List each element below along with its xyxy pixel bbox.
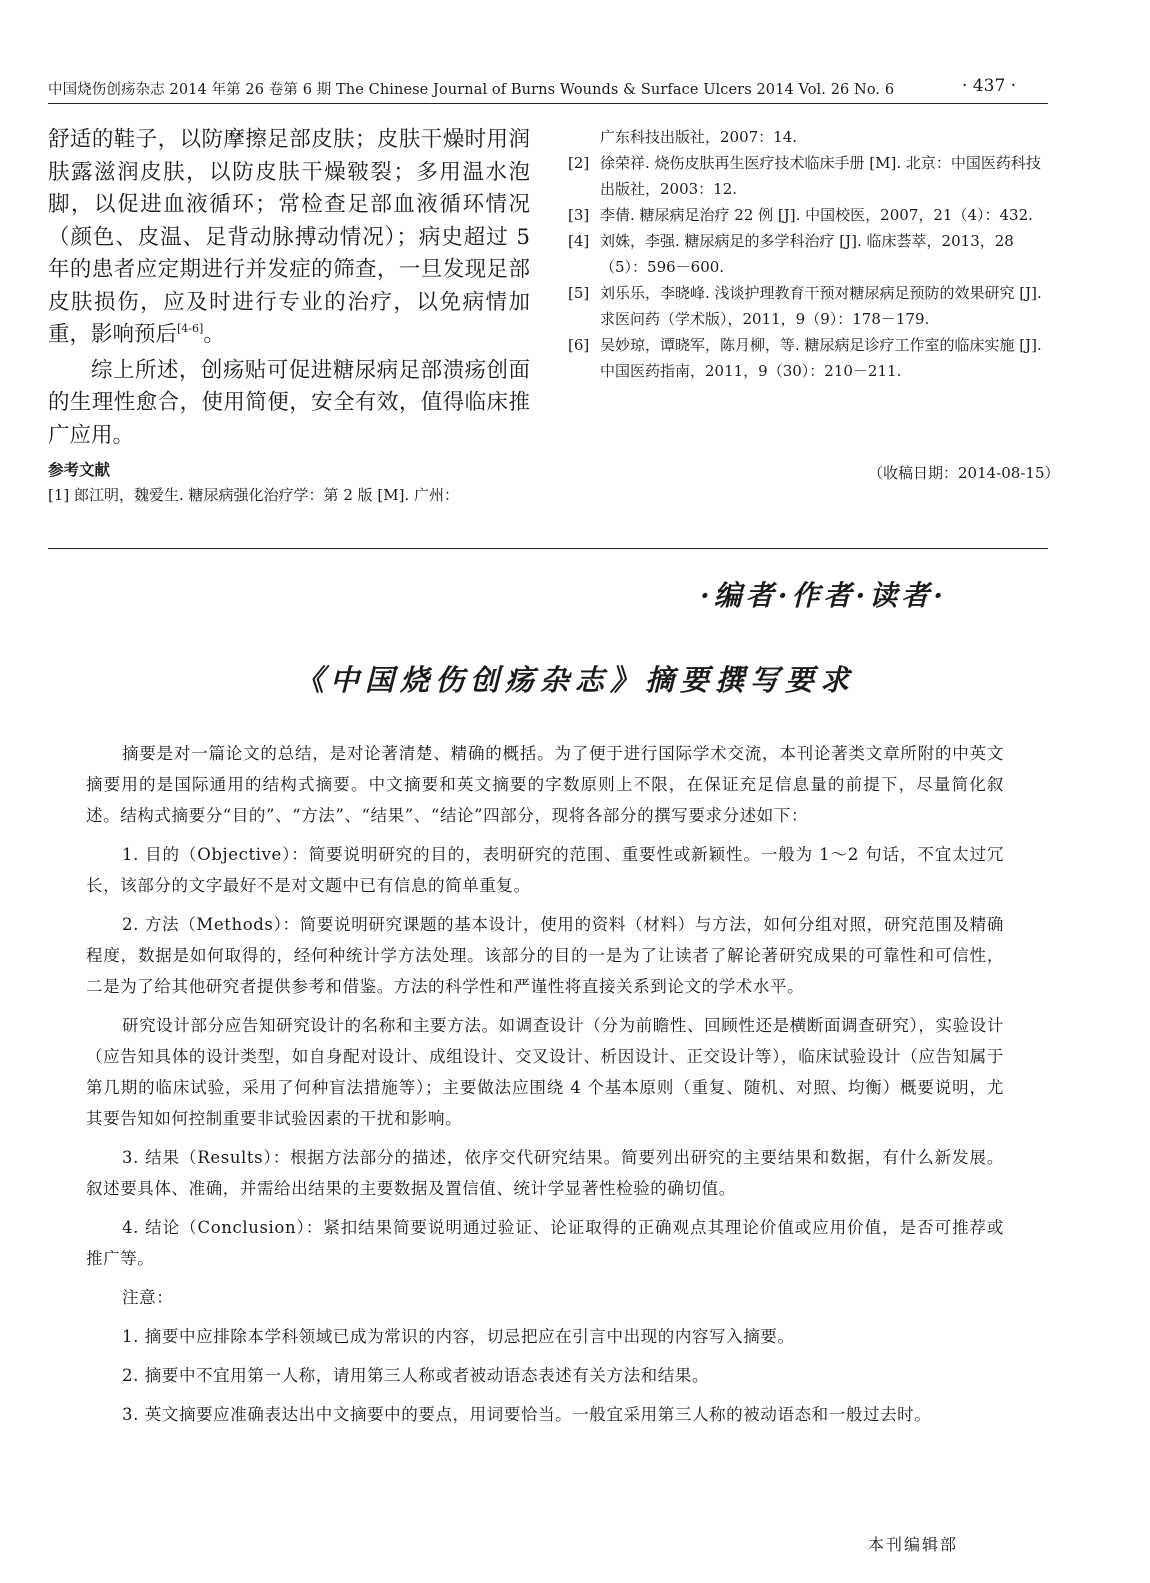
design-paragraph: 研究设计部分应告知研究设计的名称和主要方法。如调查设计（分为前瞻性、回顾性还是横断面调查研究），实验设计（应告知具体的设计类型，如自身配对设计、成组设计、交叉设计、析因设计、正交设计等），临床试验设计（应告知属于第几期的临床试验，采用了何种盲法措施等）；主要做法应围绕 4 个基本原则（重复、随机、对照、均衡）概要说明，尤其要告知如何控制重要非试验因素的干扰和影响。 [86,1016,1004,1128]
reference-text: 刘乐乐，李晓峰. 浅谈护理教育干预对糖尿病足预防的效果研究 [J]. 求医问药（学术版），2011，9（9）：178－179. [600,284,1042,328]
editorial-signature: 本刊编辑部 [868,1535,959,1554]
received-date: （收稿日期：2014-08-15） [868,464,1060,482]
methods-paragraph: 2. 方法（Methods）：简要说明研究课题的基本设计，使用的资料（材料）与方法，如何分组对照，研究范围及精确程度，数据是如何取得的，经何种统计学方法处理。该部分的目的一是为了让读者了解论著研究成果的可靠性和可信性，二是为了给其他研究者提供参考和借鉴。方法的科学性和严谨性将直接关系到论文的学术水平。 [86,915,1004,996]
article-body [86,738,1004,1432]
results-paragraph: 3. 结果（Results）：根据方法部分的描述，依序交代研究结果。简要列出研究的主要结果和数据，有什么新发展。叙述要具体、准确，并需给出结果的主要数据及置信值、统计学显著性检验的确切值。 [86,1148,1004,1198]
reference-text: 李倩. 糖尿病足治疗 22 例 [J]. 中国校医，2007，21（4）：432. [600,206,1033,224]
note-heading: 注意： [122,1288,174,1307]
header-rule [48,103,1048,104]
left-paragraph-2: 综上所述，创疡贴可促进糖尿病足部溃疡创面的生理性愈合，使用简便，安全有效，值得临床推广应用。 [48,357,530,448]
left-paragraph-1 [48,124,530,352]
note-item: 1. 摘要中应排除本学科领域已成为常识的内容，切忌把应在引言中出现的内容写入摘要。 [122,1327,795,1346]
intro-paragraph: 摘要是对一篇论文的总结，是对论著清楚、精确的概括。为了便于进行国际学术交流，本刊论著类文章所附的中英文摘要用的是国际通用的结构式摘要。中文摘要和英文摘要的字数原则上不限，在保证充足信息量的前提下，尽量简化叙述。结构式摘要分“目的”、“方法”、“结果”、“结论”四部分，现将各部分的撰写要求分述如下： [86,744,1004,825]
reference-1: [1] 郎江明，魏爱生. 糖尿病强化治疗学：第 2 版 [M]. 广州： [48,486,460,504]
note-item: 2. 摘要中不宜用第一人称，请用第三人称或者被动语态表述有关方法和结果。 [122,1366,710,1385]
column-banner: ·编者·作者·读者· [700,579,947,612]
reference-number: [4] [568,232,590,250]
reference-number: [2] [568,154,590,172]
objective-paragraph: 1. 目的（Objective）：简要说明研究的目的，表明研究的范围、重要性或新颖性。一般为 1～2 句话，不宜太过冗长，该部分的文字最好不是对文题中已有信息的简单重复。 [86,845,1004,895]
reference-item [568,280,1048,332]
citation: [4-6] [177,322,204,335]
section-divider [48,548,1048,549]
reference-number: [3] [568,206,590,224]
reference-text: 刘姝，李强. 糖尿病足的多学科治疗 [J]. 临床荟萃，2013，28（5）：596－600. [600,232,1014,276]
conclusion-paragraph: 4. 结论（Conclusion）：紧扣结果简要说明通过验证、论证取得的正确观点其理论价值或应用价值，是否可推荐或推广等。 [86,1218,1004,1268]
note-item: 3. 英文摘要应准确表达出中文摘要中的要点，用词要恰当。一般宜采用第三人称的被动语态和一般过去时。 [122,1405,932,1424]
reference-item [568,332,1048,384]
references-heading: 参考文献 [48,461,111,479]
reference-text: 吴妙琼，谭晓军，陈月柳，等. 糖尿病足诊疗工作室的临床实施 [J]. 中国医药指南，2011，9（30）：210－211. [600,336,1042,380]
page-number: · 437 · [962,76,1017,96]
article-title: 《中国烧伤创疡杂志》摘要撰写要求 [294,663,855,697]
left-paragraph-1-end: 。 [203,322,225,347]
reference-item [568,228,1048,280]
running-header: 中国烧伤创疡杂志 2014 年第 26 卷第 6 期 The Chinese Journal of Burns Wounds & Surface Ulcers 2014 Vol. 26 No. 6 [48,82,895,98]
references-right-column [568,124,1048,384]
reference-number: [6] [568,336,590,354]
reference-number: [5] [568,284,590,302]
left-column [48,124,530,452]
reference-1-continued: 广东科技出版社，2007：14. [600,128,798,146]
reference-text: 徐荣祥. 烧伤皮肤再生医疗技术临床手册 [M]. 北京：中国医药科技出版社，2003：12. [600,154,1041,198]
left-paragraph-1-text: 舒适的鞋子，以防摩擦足部皮肤；皮肤干燥时用润肤露滋润皮肤，以防皮肤干燥皲裂；多用温水泡脚，以促进血液循环；常检查足部血液循环情况（颜色、皮温、足背动脉搏动情况）；病史超过 5 年的患者应定期进行并发症的筛查，一旦发现足部皮肤损伤，应及时进行专业的治疗，以免病情加重，影响预后 [48,127,530,347]
reference-item [568,150,1048,202]
reference-item [568,202,1048,228]
